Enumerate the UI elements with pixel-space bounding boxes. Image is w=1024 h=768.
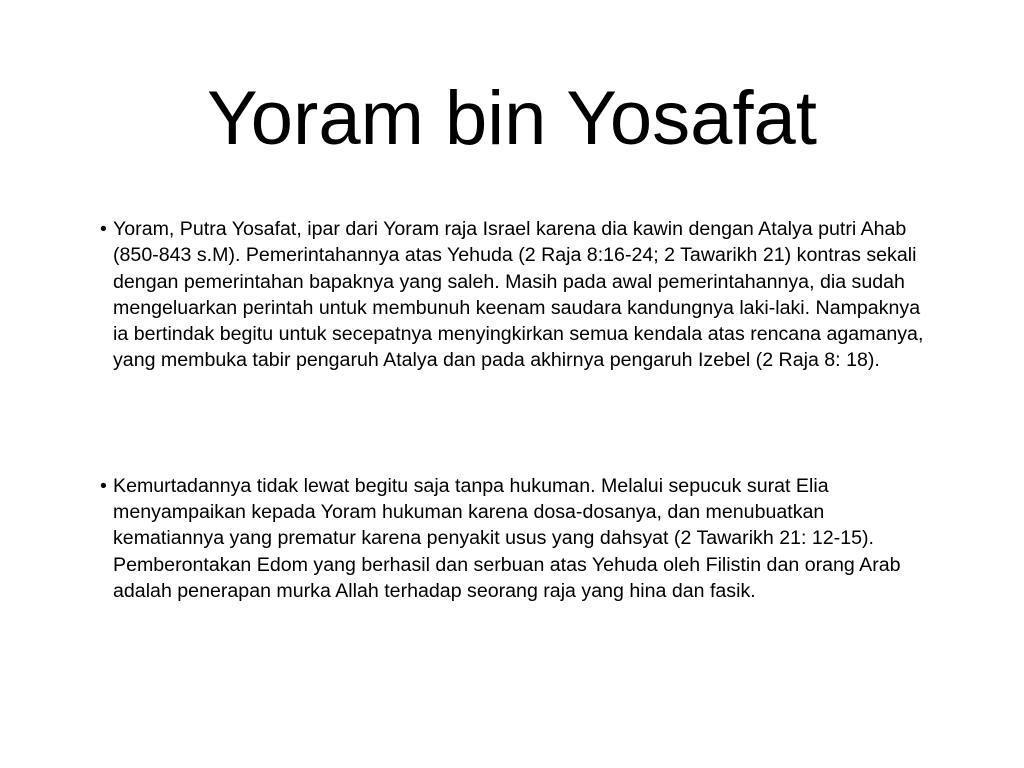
bullet-text: Kemurtadannya tidak lewat begitu saja tanpa hukuman. Melalui sepucuk surat Elia menyampaikan kepada Yoram hukuman karena dosa-dosanya, dan menubuatkan kematiannya yang prematur karena penyakit usus yang dahsyat (2 Tawarikh 21: 12-15). Pemberontakan Edom yang berhasil dan serbuan atas Yehuda oleh Filistin dan orang Arab adalah penerapan murka Allah terhadap seorang raja yang hina dan fasik.	[113, 474, 901, 602]
bullet-list	[100, 216, 940, 604]
bullet-text: Yoram, Putra Yosafat, ipar dari Yoram raja Israel karena dia kawin dengan Atalya putri Ahab (850-843 s.M). Pemerintahannya atas Yehuda (2 Raja 8:16-24; 2 Tawarikh 21) kontras sekali dengan pemerintahan bapaknya yang saleh. Masih pada awal pemerintahannya, dia sudah mengeluarkan perintah untuk membunuh keenam saudara kandungnya laki-laki. Nampaknya ia bertindak begitu untuk secepatnya menyingkirkan semua kendala atas rencana agamanya, yang membuka tabir pengaruh Atalya dan pada akhirnya pengaruh Izebel (2 Raja 8: 18).	[113, 218, 924, 372]
bullet-item	[100, 216, 940, 374]
slide-title: Yoram bin Yosafat	[207, 76, 817, 161]
bullet-icon: •	[100, 474, 107, 497]
bullet-icon: •	[100, 218, 107, 240]
bullet-item	[100, 473, 940, 604]
